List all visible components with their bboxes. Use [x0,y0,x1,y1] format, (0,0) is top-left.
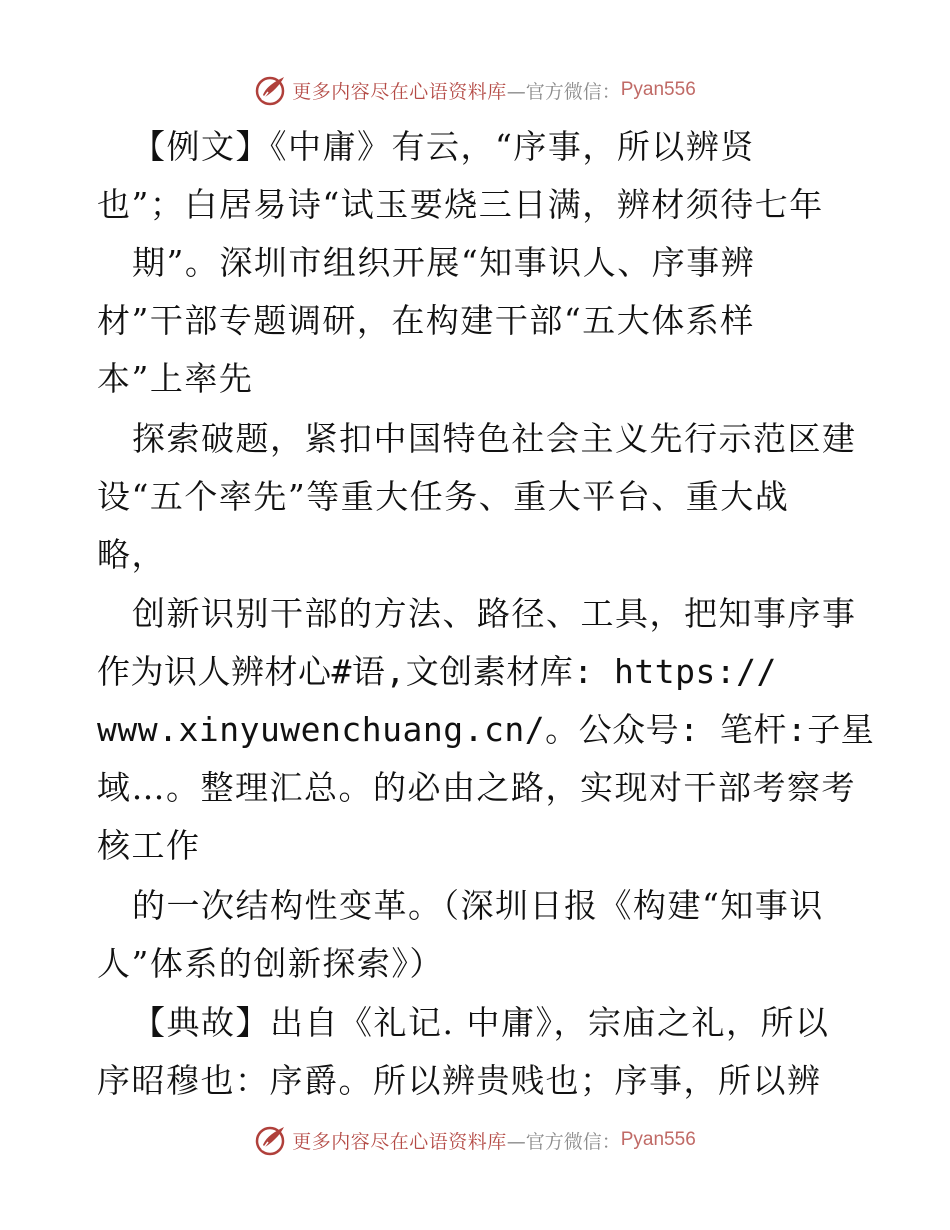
text-line-13: 核工作 [97,826,201,865]
feather-seal-logo-icon [254,73,288,107]
footer-watermark-wechat: Pyan556 [620,1129,696,1150]
text-line-7: 设“五个率先”等重大任务、重大平台、重大战 [97,477,790,516]
header-watermark-banner [0,70,950,110]
footer-watermark-text: 更多内容尽在心语资料库 [292,1130,507,1153]
header-watermark-wechat: Pyan556 [620,79,696,100]
text-line-5: 本”上率先 [97,359,254,398]
header-watermark-official: —官方微信： [506,80,621,103]
feather-seal-logo-icon [254,1123,288,1157]
text-line-14: 的一次结构性变革。（深圳日报《构建“知事识 [132,886,824,925]
text-line-6: 探索破题，紧扣中国特色社会主义先行示范区建 [132,419,857,458]
text-line-2: 也”；白居易诗“试玉要烧三日满，辨材须待七年 [97,185,824,224]
text-line-8: 略， [97,535,166,574]
text-line-17: 序昭穆也：序爵。所以辨贵贱也；序事，所以辨 [97,1061,822,1100]
text-line-1: 【例文】《中庸》有云，“序事，所以辨贤 [132,127,755,166]
text-line-15: 人”体系的创新探索》） [97,944,444,983]
text-line-3: 期”。深圳市组织开展“知事识人、序事辨 [132,243,756,282]
text-line-16: 【典故】出自《礼记. 中庸》，宗庙之礼，所以 [132,1003,830,1042]
text-line-11: www.xinyuwenchuang.cn/。公众号: 笔杆:子星 [97,710,875,749]
header-watermark-text: 更多内容尽在心语资料库 [292,80,507,103]
footer-watermark-banner [0,1120,950,1160]
text-line-12: 域…。整理汇总。的必由之路，实现对干部考察考 [97,768,856,807]
text-line-4: 材”干部专题调研，在构建干部“五大体系样 [97,301,755,340]
text-line-9: 创新识别干部的方法、路径、工具，把知事序事 [132,594,857,633]
footer-watermark-official: —官方微信： [506,1130,621,1153]
text-line-10: 作为识人辨材心#语,文创素材库: https:// [97,652,777,691]
